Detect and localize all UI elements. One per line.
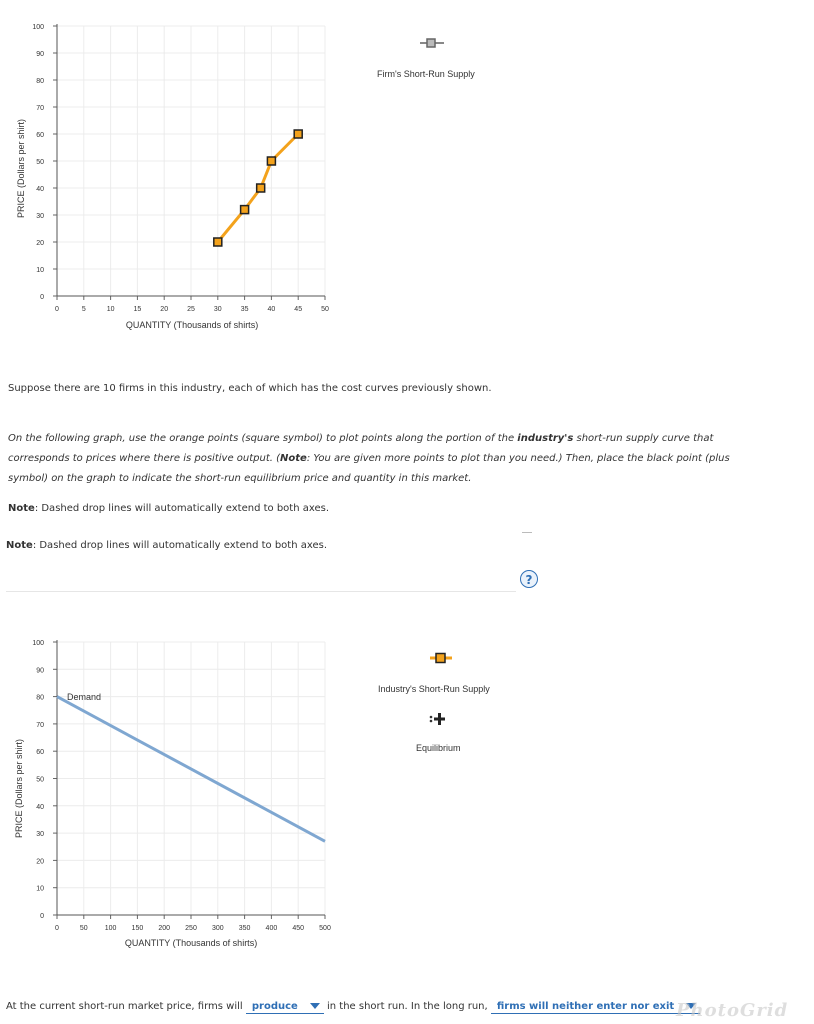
- y-tick-label: 60: [36, 132, 44, 139]
- y-tick-label: 30: [36, 831, 44, 839]
- supply-point[interactable]: [257, 184, 265, 192]
- y-tick-label: 80: [36, 694, 44, 702]
- x-tick-label: 500: [319, 925, 331, 932]
- y-tick-label: 20: [36, 240, 44, 247]
- help-button[interactable]: ?: [520, 570, 538, 588]
- x-tick-label: 10: [106, 306, 115, 313]
- y-tick-label: 90: [36, 51, 44, 58]
- x-tick-label: 0: [55, 306, 59, 313]
- x-tick-label: 40: [267, 306, 276, 313]
- legend-industry-supply-label: Industry's Short-Run Supply: [378, 684, 490, 694]
- select-short-run-action[interactable]: produce: [246, 1001, 324, 1014]
- select-long-run-action[interactable]: firms will neither enter nor exit: [491, 1001, 700, 1014]
- y-tick-label: 100: [32, 24, 44, 31]
- y-tick-label: 70: [36, 105, 44, 112]
- y-tick-label: 0: [40, 294, 44, 301]
- watermark: PhotoGrid: [676, 1000, 789, 1021]
- supply-point[interactable]: [267, 157, 275, 165]
- supply-point[interactable]: [241, 206, 249, 214]
- x-tick-label: 300: [211, 925, 224, 932]
- legend-equilibrium-label: Equilibrium: [416, 743, 461, 753]
- supply-point[interactable]: [294, 130, 302, 138]
- y-tick-label: 60: [36, 749, 44, 757]
- x-tick-label: 45: [294, 306, 303, 313]
- legend-firm-supply-marker[interactable]: [418, 36, 448, 50]
- x-tick-label: 450: [292, 925, 305, 932]
- industry-supply-tool[interactable]: [428, 651, 454, 665]
- x-tick-label: 15: [133, 306, 142, 313]
- y-tick-label: 40: [36, 803, 44, 811]
- y-axis-label: PRICE (Dollars per shirt): [14, 738, 24, 838]
- x-tick-label: 150: [131, 925, 144, 932]
- x-axis-label: QUANTITY (Thousands of shirts): [124, 938, 258, 948]
- y-tick-label: 10: [36, 267, 44, 274]
- y-tick-label: 30: [36, 213, 44, 220]
- note-2: Note: Dashed drop lines will automatically extend to both axes.: [6, 540, 328, 551]
- x-tick-label: 25: [187, 306, 195, 313]
- x-tick-label: 100: [104, 925, 117, 932]
- firm-supply-chart: [0, 0, 814, 340]
- x-tick-label: 30: [213, 306, 222, 313]
- x-tick-label: 5: [81, 306, 86, 313]
- y-tick-label: 100: [32, 640, 44, 647]
- x-tick-label: 0: [55, 925, 59, 932]
- legend-firm-supply-label: Firm's Short-Run Supply: [377, 69, 475, 79]
- x-axis-label: QUANTITY (Thousands of shirts): [125, 320, 259, 330]
- note-1: Note: Dashed drop lines will automatically extend to both axes.: [8, 503, 330, 514]
- intro-text: Suppose there are 10 firms in this industry, each of which has the cost curves previously shown.: [8, 383, 492, 394]
- y-axis-label: PRICE (Dollars per shirt): [16, 118, 26, 218]
- industry-chart[interactable]: [0, 620, 814, 960]
- demand-label: Demand: [67, 692, 102, 702]
- x-tick-label: 400: [265, 925, 278, 932]
- equilibrium-tool[interactable]: [428, 711, 448, 727]
- y-tick-label: 90: [36, 667, 44, 675]
- y-tick-label: 50: [36, 159, 44, 166]
- y-tick-label: 10: [36, 885, 44, 893]
- chevron-down-icon: [310, 1003, 320, 1009]
- y-tick-label: 40: [36, 186, 44, 193]
- y-tick-label: 70: [36, 721, 44, 729]
- x-tick-label: 50: [79, 925, 88, 932]
- y-tick-label: 80: [36, 78, 44, 85]
- y-tick-label: 50: [36, 776, 44, 784]
- x-tick-label: 350: [238, 925, 251, 932]
- y-tick-label: 0: [40, 913, 44, 920]
- x-tick-label: 20: [160, 306, 169, 313]
- instructions-text: On the following graph, use the orange points (square symbol) to plot points along the portion of the industry's short-run supply curve that corresponds to prices where there is positive output. (Note: You are given more points to plot than you need.) Then, place the black point (plus symbol) on the graph to indicate the short-run equilibrium price and quantity in this market.: [8, 433, 730, 484]
- divider: [6, 591, 516, 592]
- x-tick-label: 200: [158, 925, 171, 932]
- x-tick-label: 35: [240, 306, 249, 313]
- x-tick-label: 50: [321, 306, 329, 313]
- x-tick-label: 250: [185, 925, 197, 932]
- divider-mark: [522, 532, 532, 533]
- bottom-sentence: At the current short-run market price, firms will produce in the short run. In the long run, firms will neither enter nor exit: [6, 1001, 700, 1014]
- supply-point[interactable]: [214, 238, 222, 246]
- y-tick-label: 20: [36, 858, 44, 866]
